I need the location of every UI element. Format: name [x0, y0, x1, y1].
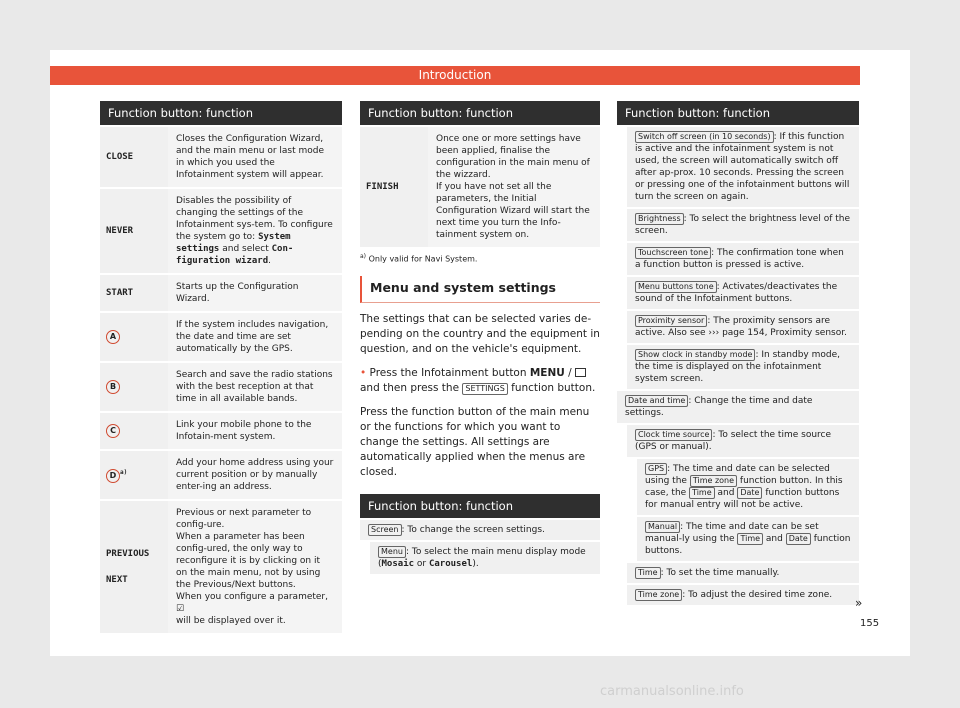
- row-desc: : To adjust the desired time zone.: [682, 590, 833, 600]
- row-desc: : The time and date can be set manual-ly using the: [645, 522, 819, 544]
- footnote: [360, 253, 600, 264]
- function-desc: Starts up the Configuration Wizard.: [168, 274, 342, 312]
- row-desc: and: [717, 488, 735, 498]
- row-desc: or: [414, 558, 429, 569]
- date-and-time-button: Date and time: [625, 395, 688, 407]
- function-desc: Previous or next parameter to config-ure. When a parameter has been config-ured, the only way to reconfigure it is by clicking on it on the main menu, not by using the Previous/Next buttons. When you configure a parameter, ☑ will be displayed over it.: [168, 500, 342, 633]
- settings-row: [617, 389, 859, 423]
- table-row: [100, 412, 342, 450]
- circle-a-icon: A: [106, 330, 120, 344]
- touchscreen-tone-button: Touchscreen tone: [635, 247, 711, 259]
- function-key: [100, 412, 168, 450]
- time-button: Time: [635, 567, 661, 579]
- switch-off-button: Switch off screen (in 10 seconds): [635, 131, 774, 143]
- table-header: Function button: function: [617, 101, 859, 125]
- proximity-sensor-button: Proximity sensor: [635, 315, 707, 327]
- table-row: [100, 188, 342, 274]
- row-desc: function buttons.: [645, 534, 851, 556]
- function-desc: [168, 188, 342, 274]
- menu-path: System settings: [176, 232, 291, 254]
- table-row: [100, 450, 342, 500]
- bullet-icon: •: [360, 366, 367, 379]
- menu-button: Menu: [378, 546, 406, 558]
- gps-button: GPS: [645, 463, 667, 475]
- settings-row: [360, 518, 600, 540]
- row-desc: and: [765, 534, 783, 544]
- key-previous: PREVIOUS: [106, 549, 150, 559]
- function-desc: Add your home address using your current position or by manually enter-ing an address.: [168, 450, 342, 500]
- time-zone-button: Time zone: [635, 589, 682, 601]
- footnote-text: Only valid for Navi System.: [368, 254, 478, 264]
- function-desc: Closes the Configuration Wizard, and the main menu or last mode in which you used the Infotainment system will appear.: [168, 126, 342, 188]
- function-key: CLOSE: [100, 126, 168, 188]
- function-desc: If the system includes navigation, the date and time are set automatically by the GPS.: [168, 312, 342, 362]
- time-zone-button: Time zone: [690, 475, 737, 487]
- instruction-text: Press the Infotainment button: [369, 366, 527, 379]
- desc-text: .: [268, 256, 271, 266]
- table-row: [100, 274, 342, 312]
- menu-buttons-tone-button: Menu buttons tone: [635, 281, 717, 293]
- circle-b-icon: B: [106, 380, 120, 394]
- table-header: Function button: function: [100, 101, 342, 125]
- manual-button: Manual: [645, 521, 680, 533]
- function-desc: Link your mobile phone to the Infotain-ment system.: [168, 412, 342, 450]
- column-2: [360, 101, 600, 574]
- paragraph: Press the function button of the main menu or the functions for which you want to change the settings. All settings are automatically applied when the menus are closed.: [360, 405, 590, 478]
- settings-row: [637, 457, 859, 515]
- instruction-text: function button.: [511, 381, 596, 394]
- settings-button: SETTINGS: [462, 383, 507, 395]
- settings-row: [627, 583, 859, 605]
- watermark: carmanualsonline.info: [600, 684, 744, 699]
- mode-carousel: Carousel: [428, 558, 473, 569]
- row-desc: function buttons for manual entry will not be active.: [645, 488, 840, 510]
- function-desc: Once one or more settings have been applied, finalise the configuration in the main menu of the wizzard. If you have not set all the parameters, the Initial Configuration Wizard will start the next time you turn the Info-tainment system on.: [428, 126, 600, 247]
- settings-row: [627, 241, 859, 275]
- table-row: [100, 312, 342, 362]
- time-button: Time: [737, 533, 763, 545]
- row-desc: : To change the screen settings.: [401, 524, 545, 535]
- settings-row: [627, 309, 859, 343]
- mode-mosaic: Mosaic: [381, 558, 415, 569]
- key-next: NEXT: [106, 575, 128, 585]
- row-desc: : The confirmation tone when a function button is pressed is active.: [635, 248, 844, 270]
- footnote-ref: a): [120, 469, 128, 476]
- row-desc: : To select the main menu display mode (: [378, 546, 586, 569]
- table-row: [100, 126, 342, 188]
- function-key: [100, 362, 168, 412]
- circle-d-icon: D: [106, 469, 120, 483]
- row-desc: : In standby mode, the time is displayed on the infotainment system screen.: [635, 350, 840, 384]
- grid-icon: [575, 368, 586, 377]
- chapter-header: Introduction: [50, 66, 860, 85]
- desc-text: Disables the possibility of changing the settings of the Infotainment sys-tem. To configure the system go to:: [176, 196, 333, 242]
- table-row: [360, 126, 600, 247]
- row-desc: : To set the time manually.: [660, 568, 780, 578]
- footnote-mark: a): [360, 253, 367, 260]
- instruction-text: and then press the: [360, 381, 460, 394]
- circle-c-icon: C: [106, 424, 120, 438]
- date-button: Date: [737, 487, 762, 499]
- settings-row: [370, 540, 600, 574]
- settings-row: [627, 125, 859, 207]
- menu-button-label: MENU: [529, 366, 565, 379]
- settings-row: [627, 423, 859, 457]
- function-key: [100, 450, 168, 500]
- function-key: FINISH: [360, 126, 428, 247]
- clock-time-source-button: Clock time source: [635, 429, 712, 441]
- continued-marker: »: [855, 596, 863, 610]
- table-header: Function button: function: [360, 101, 600, 125]
- row-desc: ).: [472, 558, 479, 569]
- function-key: NEVER: [100, 188, 168, 274]
- row-desc: : The proximity sensors are active. Also see ››› page 154, Proximity sensor.: [635, 316, 847, 338]
- paragraph: The settings that can be selected varies de-pending on the country and the equipment in question, and on the vehicle's equipment.: [360, 312, 600, 355]
- row-desc: : To select the time source (GPS or manual).: [635, 430, 832, 452]
- function-table: [100, 125, 342, 633]
- function-key: START: [100, 274, 168, 312]
- settings-row: [627, 207, 859, 241]
- date-button: Date: [786, 533, 811, 545]
- settings-row: [637, 515, 859, 561]
- time-button: Time: [689, 487, 715, 499]
- row-desc: : To select the brightness level of the screen.: [635, 214, 850, 236]
- row-desc: : Activates/deactivates the sound of the Infotainment buttons.: [635, 282, 838, 304]
- show-clock-button: Show clock in standby mode: [635, 349, 755, 361]
- row-desc: : If this function is active and the infotainment system is not used, the screen will automatically switch off after ap-prox. 10 seconds. Pressing the screen or pressing one of the infotainment buttons will turn the screen on again.: [635, 132, 850, 202]
- column-3: [617, 101, 859, 605]
- row-desc: function button. In this case, the: [645, 476, 843, 498]
- instruction: • Press the Infotainment button MENU / and then press the SETTINGS function button.: [360, 366, 596, 394]
- screen-button: Screen: [368, 524, 402, 536]
- function-desc: Search and save the radio stations with the best reception at that time in all available bands.: [168, 362, 342, 412]
- section-title: Menu and system settings: [360, 276, 600, 303]
- settings-row: [627, 275, 859, 309]
- function-table: [360, 125, 600, 247]
- page-number: 155: [860, 618, 880, 629]
- menu-path: Con-figuration wizard: [176, 244, 294, 266]
- row-desc: : The time and date can be selected using the: [645, 464, 830, 486]
- function-key: [100, 500, 168, 633]
- table-header: Function button: function: [360, 494, 600, 518]
- settings-row: [627, 561, 859, 583]
- table-row: [100, 500, 342, 633]
- table-row: [100, 362, 342, 412]
- desc-text: and select: [219, 244, 272, 254]
- brightness-button: Brightness: [635, 213, 684, 225]
- function-key: [100, 312, 168, 362]
- settings-row: [627, 343, 859, 389]
- row-desc: : Change the time and date settings.: [625, 396, 813, 418]
- column-1: [100, 101, 342, 633]
